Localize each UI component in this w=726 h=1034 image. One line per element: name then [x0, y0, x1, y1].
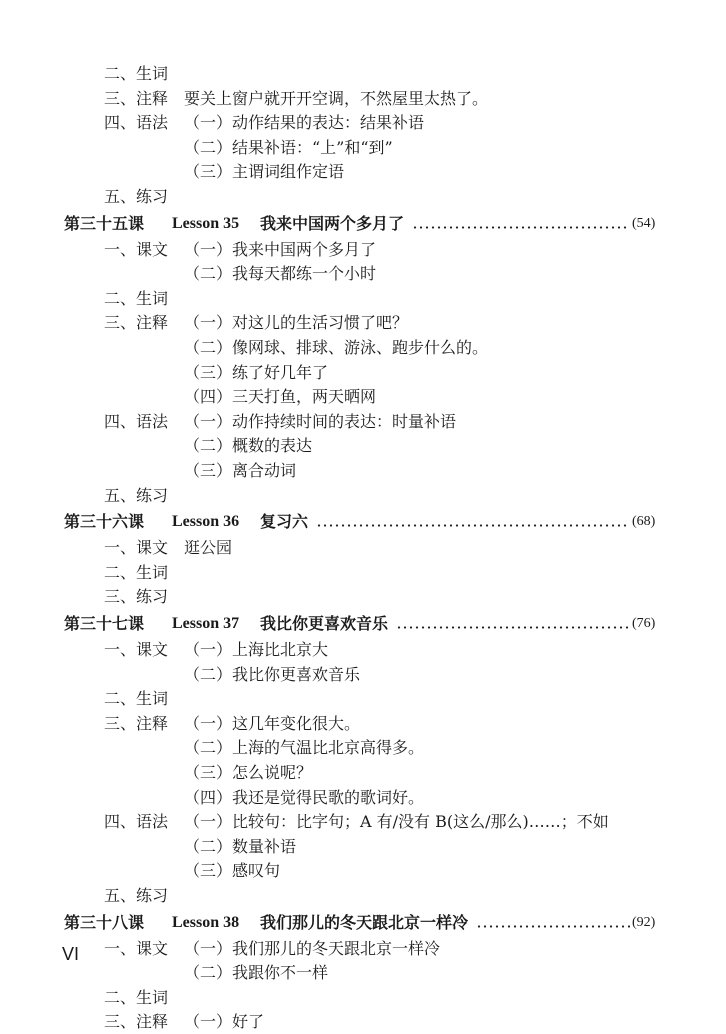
- section-item: （一）我们那儿的冬天跟北京一样冷: [184, 938, 441, 958]
- lesson-heading: [0, 510, 726, 534]
- section-label: 三、注释: [104, 88, 169, 108]
- toc-entry: [0, 961, 726, 985]
- toc-entry: [0, 434, 726, 458]
- toc-entry: [0, 238, 726, 262]
- section-label: 一、课文: [104, 239, 169, 259]
- lesson-heading: [0, 212, 726, 236]
- lesson-english: Lesson 35: [172, 214, 240, 232]
- section-label: 三、注释: [104, 313, 169, 333]
- lesson-english: Lesson 38: [172, 913, 240, 931]
- toc-entry: [0, 287, 726, 311]
- lesson-english: Lesson 37: [172, 615, 240, 632]
- toc-entry: [0, 585, 726, 609]
- section-item: （三）离合动词: [184, 461, 297, 480]
- toc-entry: [0, 484, 726, 508]
- toc-entry: [0, 638, 726, 662]
- section-item: （二）我比你更喜欢音乐: [184, 664, 361, 684]
- section-label: 一、课文: [104, 640, 169, 659]
- lesson-heading: [0, 911, 726, 935]
- section-item: （二）概数的表达: [184, 436, 313, 456]
- toc-entry: [0, 459, 726, 483]
- page-reference: (54): [632, 215, 656, 231]
- toc-entry: [0, 62, 726, 86]
- toc-entry: [0, 687, 726, 711]
- toc-entry: [0, 712, 726, 736]
- toc-entry: [0, 385, 726, 409]
- toc-entry: [0, 136, 726, 160]
- page-reference: (76): [632, 616, 656, 631]
- toc-entry: [0, 937, 726, 961]
- section-item: （一）这几年变化很大。: [184, 713, 361, 733]
- section-item: 逛公园: [184, 538, 233, 558]
- lesson-title: 我来中国两个多月了: [260, 213, 405, 233]
- section-label: 四、语法: [104, 812, 169, 832]
- toc-entry: [0, 87, 726, 111]
- section-item: （一）好了: [184, 1012, 265, 1032]
- section-label: 一、课文: [104, 938, 169, 958]
- section-label: 二、生词: [104, 689, 169, 709]
- section-item: （四）我还是觉得民歌的歌词好。: [184, 787, 425, 807]
- section-item: （二）我跟你不一样: [184, 963, 329, 983]
- section-item: （一）动作结果的表达：结果补语: [184, 113, 425, 133]
- section-item: （二）结果补语：“上”和“到”: [184, 137, 393, 157]
- lesson-english: Lesson 36: [172, 513, 240, 531]
- section-label: 二、生词: [104, 987, 169, 1007]
- lesson-title: 复习六: [260, 512, 309, 532]
- page-reference: (92): [632, 914, 656, 930]
- toc-entry: [0, 859, 726, 883]
- toc-entry: [0, 160, 726, 184]
- toc-entry: [0, 410, 726, 434]
- dot-leader: [476, 925, 630, 928]
- section-item: （一）上海比北京大: [184, 640, 329, 659]
- toc-entry: [0, 561, 726, 585]
- section-item: （二）我每天都练一个小时: [184, 264, 377, 284]
- section-item: （四）三天打鱼，两天晒网: [184, 387, 377, 407]
- toc-entry: [0, 736, 726, 760]
- section-item: （三）练了好几年了: [184, 362, 329, 382]
- section-label: 四、语法: [104, 113, 169, 133]
- section-label: 三、注释: [104, 1012, 169, 1032]
- lesson-number: 第三十八课: [64, 912, 145, 932]
- lesson-heading: [0, 612, 726, 636]
- section-item: （三）怎么说呢？: [184, 763, 313, 782]
- toc-entry: [0, 185, 726, 209]
- toc-entry: [0, 361, 726, 385]
- lesson-title: 我比你更喜欢音乐: [260, 614, 389, 633]
- toc-entry: [0, 111, 726, 135]
- lesson-number: 第三十五课: [64, 213, 145, 233]
- section-item: （二）数量补语: [184, 836, 297, 856]
- section-label: 二、生词: [104, 562, 169, 582]
- toc-entry: [0, 761, 726, 785]
- section-item: 要关上窗户就开开空调，不然屋里太热了。: [184, 88, 489, 108]
- section-label: 一、课文: [104, 538, 169, 558]
- toc-entry: [0, 986, 726, 1010]
- toc-entry: [0, 262, 726, 286]
- toc-entry: [0, 884, 726, 908]
- page-reference: (68): [632, 514, 656, 530]
- section-item: （三）感叹句: [184, 861, 281, 881]
- section-label: 二、生词: [104, 288, 169, 308]
- toc-entry: [0, 663, 726, 687]
- toc-entry: [0, 835, 726, 859]
- section-item: （一）对这儿的生活习惯了吧？: [184, 313, 409, 333]
- toc-entry: [0, 336, 726, 360]
- section-label: 三、注释: [104, 713, 169, 733]
- lesson-title: 我们那儿的冬天跟北京一样冷: [260, 912, 469, 932]
- dot-leader: [396, 626, 630, 629]
- section-item: （三）主谓词组作定语: [184, 162, 345, 182]
- toc-entry: [0, 536, 726, 560]
- section-label: 二、生词: [104, 64, 169, 83]
- dot-leader: [316, 524, 630, 527]
- section-label: 五、练习: [104, 886, 169, 905]
- toc-entry: [0, 1010, 726, 1034]
- toc-entry: [0, 786, 726, 810]
- toc-entry: [0, 311, 726, 335]
- section-label: 五、练习: [104, 187, 169, 206]
- section-item: （二）像网球、排球、游泳、跑步什么的。: [184, 338, 489, 357]
- section-label: 四、语法: [104, 411, 169, 431]
- dot-leader: [412, 226, 630, 229]
- lesson-number: 第三十七课: [64, 614, 145, 633]
- toc-entry: [0, 810, 726, 834]
- page-number: VI: [62, 944, 80, 964]
- section-item: （一）我来中国两个多月了: [184, 239, 377, 259]
- section-label: 三、练习: [104, 587, 169, 607]
- section-label: 五、练习: [104, 485, 169, 505]
- section-item: （二）上海的气温比北京高得多。: [184, 738, 425, 758]
- section-item: （一）比较句：比字句；A 有/没有 B(这么/那么)……；不如: [184, 812, 609, 832]
- lesson-number: 第三十六课: [64, 512, 145, 532]
- section-item: （一）动作持续时间的表达：时量补语: [184, 411, 457, 431]
